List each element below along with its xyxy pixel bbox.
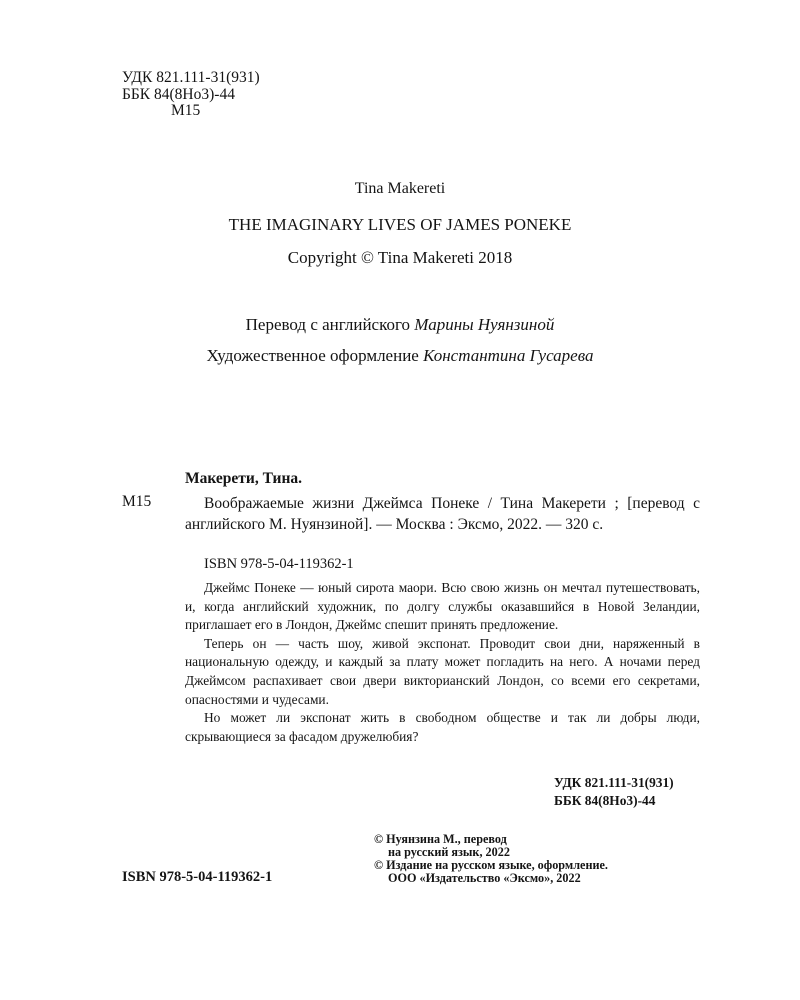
catalog-heading: Макерети, Тина.: [185, 470, 303, 487]
copyright-translation-year: на русский язык, 2022: [388, 845, 510, 859]
bbk-code-card: ББК 84(8Но3)-44: [554, 793, 656, 808]
original-copyright: Copyright © Tina Makereti 2018: [287, 248, 513, 267]
translator-name: Марины Нуянзиной: [414, 315, 555, 334]
annotation-paragraph: Теперь он — часть шоу, живой экспонат. Проводит свои дни, наряженный в национальную одежду, и каждый за плату может погладить на него. А ночами перед Джеймсом распахивает свои двери викторианский Лондон, со всеми его секретами, опасностями и чудесами.: [185, 635, 700, 707]
translation-label: Перевод с английского: [245, 315, 411, 334]
translation-credit: [0, 315, 800, 335]
original-title: THE IMAGINARY LIVES OF JAMES PONEKE: [228, 215, 572, 234]
designer-name: Константина Гусарева: [423, 346, 594, 365]
udk-code-top: УДК 821.111-31(931): [122, 69, 260, 86]
annotation-paragraph: Но может ли экспонат жить в свободном обществе и так ли добры люди, скрывающиеся за фасадом дружелюбия?: [185, 710, 700, 744]
copyright-translation: © Нуянзина М., перевод: [374, 832, 507, 846]
bbk-code-top: ББК 84(8Но3)-44: [122, 86, 235, 103]
author-mark-top: М15: [171, 102, 201, 119]
copyright-edition: © Издание на русском языке, оформление.: [374, 858, 608, 872]
catalog-annotation: [185, 579, 700, 746]
copyright-publisher: ООО «Издательство «Эксмо», 2022: [388, 871, 581, 885]
catalog-index: М15: [122, 493, 152, 510]
isbn-bottom: ISBN 978-5-04-119362-1: [122, 869, 273, 885]
annotation-paragraph: Джеймс Понеке — юный сирота маори. Всю свою жизнь он мечтал путешествовать, и, когда английский художник, по долгу службы оказавшийся в Новой Зеландии, приглашает его в Лондон, Джеймс спешит принять предложение.: [185, 580, 700, 633]
original-author: Tina Makereti: [354, 180, 446, 197]
design-credit: [0, 346, 800, 366]
catalog-isbn: ISBN 978-5-04-119362-1: [204, 556, 354, 572]
catalog-bibliographic-record: Воображаемые жизни Джеймса Понеке / Тина Макерети ; [перевод с английского М. Нуянзиной]. — Москва : Эксмо, 2022. — 320 с.: [185, 495, 700, 533]
design-label: Художественное оформление: [206, 346, 419, 365]
udk-code-card: УДК 821.111-31(931): [554, 775, 674, 790]
